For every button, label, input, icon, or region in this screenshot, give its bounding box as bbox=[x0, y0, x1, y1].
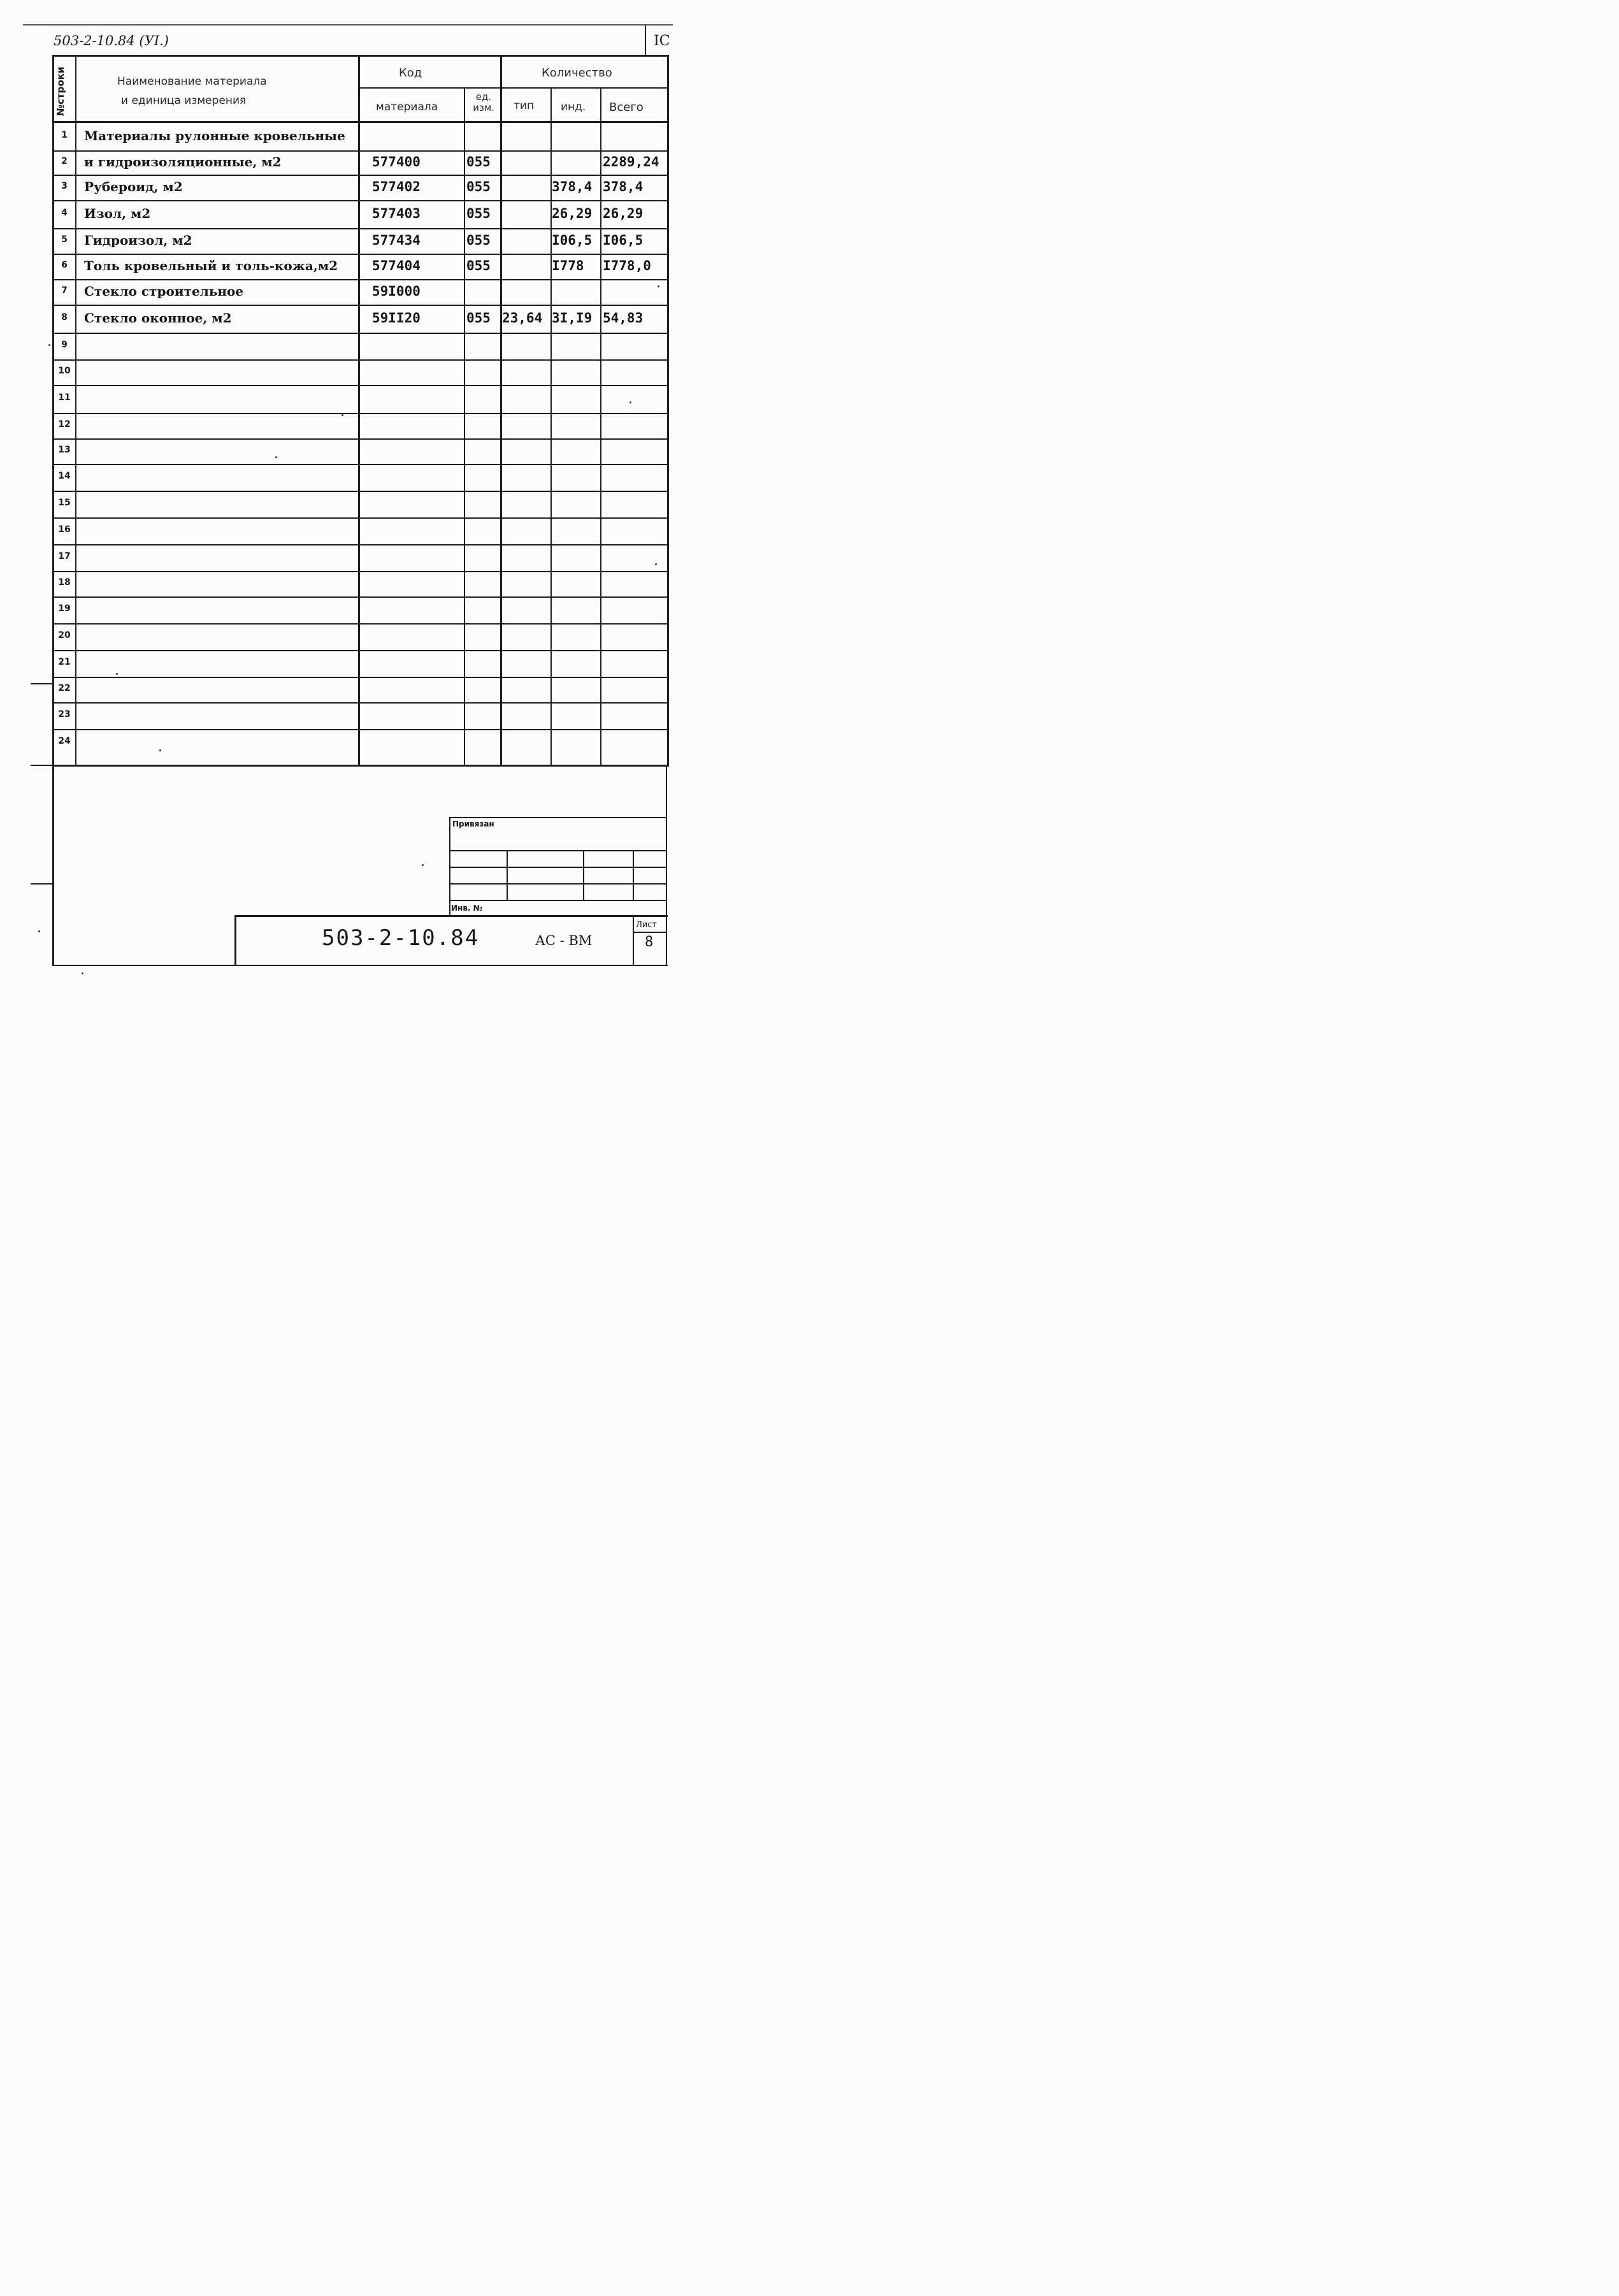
row-number: 21 bbox=[58, 657, 71, 667]
row-number: 22 bbox=[58, 683, 71, 693]
type-header: тип bbox=[514, 99, 535, 112]
row-number: 4 bbox=[61, 208, 68, 218]
cell-tip: 23,64 bbox=[502, 310, 543, 326]
row-number: 16 bbox=[58, 524, 71, 535]
row-number: 19 bbox=[58, 603, 71, 614]
cell-name: Гидроизол, м2 bbox=[84, 233, 192, 248]
cell-unit: 055 bbox=[466, 206, 491, 221]
cell-total: 26,29 bbox=[603, 206, 644, 221]
code-group-header: Код bbox=[399, 66, 422, 80]
row-number: 1 bbox=[61, 130, 68, 140]
cell-ind: I778 bbox=[552, 258, 584, 273]
cell-name: Рубероид, м2 bbox=[84, 179, 183, 194]
privyazan-label: Привязан bbox=[452, 819, 494, 828]
cell-code: 59II20 bbox=[372, 310, 421, 326]
cell-total: I778,0 bbox=[603, 258, 651, 273]
cell-total: 378,4 bbox=[603, 179, 644, 194]
cell-total: 2289,24 bbox=[603, 154, 659, 170]
sheet-label: Лист bbox=[636, 920, 657, 930]
row-number: 13 bbox=[58, 445, 71, 455]
row-number: 5 bbox=[61, 235, 68, 245]
row-number: 23 bbox=[58, 709, 71, 719]
total-header: Всего bbox=[609, 101, 644, 114]
sheet-number: 8 bbox=[645, 934, 654, 950]
row-number: 8 bbox=[61, 312, 68, 322]
row-number: 10 bbox=[58, 366, 71, 376]
unit-header: ед. изм. bbox=[473, 91, 494, 113]
document-code: 503-2-10.84 bbox=[322, 925, 480, 951]
row-number: 9 bbox=[61, 340, 68, 350]
document-reference: 503-2-10.84 (УI.) bbox=[54, 33, 169, 48]
row-number-header: №строки bbox=[55, 66, 66, 116]
row-number: 20 bbox=[58, 630, 71, 640]
cell-ind: 26,29 bbox=[552, 206, 593, 221]
row-number: 17 bbox=[58, 551, 71, 561]
cell-code: 577403 bbox=[372, 206, 421, 221]
individual-header: инд. bbox=[561, 101, 586, 113]
cell-name: Стекло строительное bbox=[84, 284, 244, 299]
material-code-header: материала bbox=[376, 101, 438, 113]
cell-code: 577402 bbox=[372, 179, 421, 194]
row-number: 14 bbox=[58, 471, 71, 481]
cell-code: 577434 bbox=[372, 233, 421, 248]
row-number: 3 bbox=[61, 181, 68, 191]
cell-unit: 055 bbox=[466, 154, 491, 170]
cell-code: 59I000 bbox=[372, 284, 421, 299]
name-header-line2: и единица измерения bbox=[121, 94, 247, 107]
row-number: 24 bbox=[58, 736, 71, 746]
cell-total: I06,5 bbox=[603, 233, 644, 248]
cell-ind: 3I,I9 bbox=[552, 310, 593, 326]
row-number: 18 bbox=[58, 577, 71, 588]
row-number: 11 bbox=[58, 393, 71, 403]
row-number: 6 bbox=[61, 260, 68, 270]
section-code: АС - ВМ bbox=[535, 933, 593, 948]
cell-unit: 055 bbox=[466, 310, 491, 326]
cell-code: 577400 bbox=[372, 154, 421, 170]
cell-total: 54,83 bbox=[603, 310, 644, 326]
cell-name: Изол, м2 bbox=[84, 206, 151, 221]
row-number: 7 bbox=[61, 285, 68, 296]
row-number: 12 bbox=[58, 419, 71, 430]
cell-name: Толь кровельный и толь-кожа,м2 bbox=[84, 258, 338, 273]
quantity-group-header: Количество bbox=[542, 66, 612, 80]
name-header-line1: Наименование материала bbox=[117, 75, 267, 88]
cell-code: 577404 bbox=[372, 258, 421, 273]
inventory-number-label: Инв. № bbox=[451, 904, 483, 913]
cell-name: и гидроизоляционные, м2 bbox=[84, 154, 282, 170]
cell-ind: 378,4 bbox=[552, 179, 593, 194]
cell-name: Стекло оконное, м2 bbox=[84, 310, 232, 326]
page-corner-number: IC bbox=[654, 33, 670, 49]
cell-unit: 055 bbox=[466, 179, 491, 194]
cell-ind: I06,5 bbox=[552, 233, 593, 248]
cell-unit: 055 bbox=[466, 258, 491, 273]
cell-unit: 055 bbox=[466, 233, 491, 248]
cell-name: Материалы рулонные кровельные bbox=[84, 128, 345, 143]
row-number: 15 bbox=[58, 498, 71, 508]
row-number: 2 bbox=[61, 156, 68, 166]
